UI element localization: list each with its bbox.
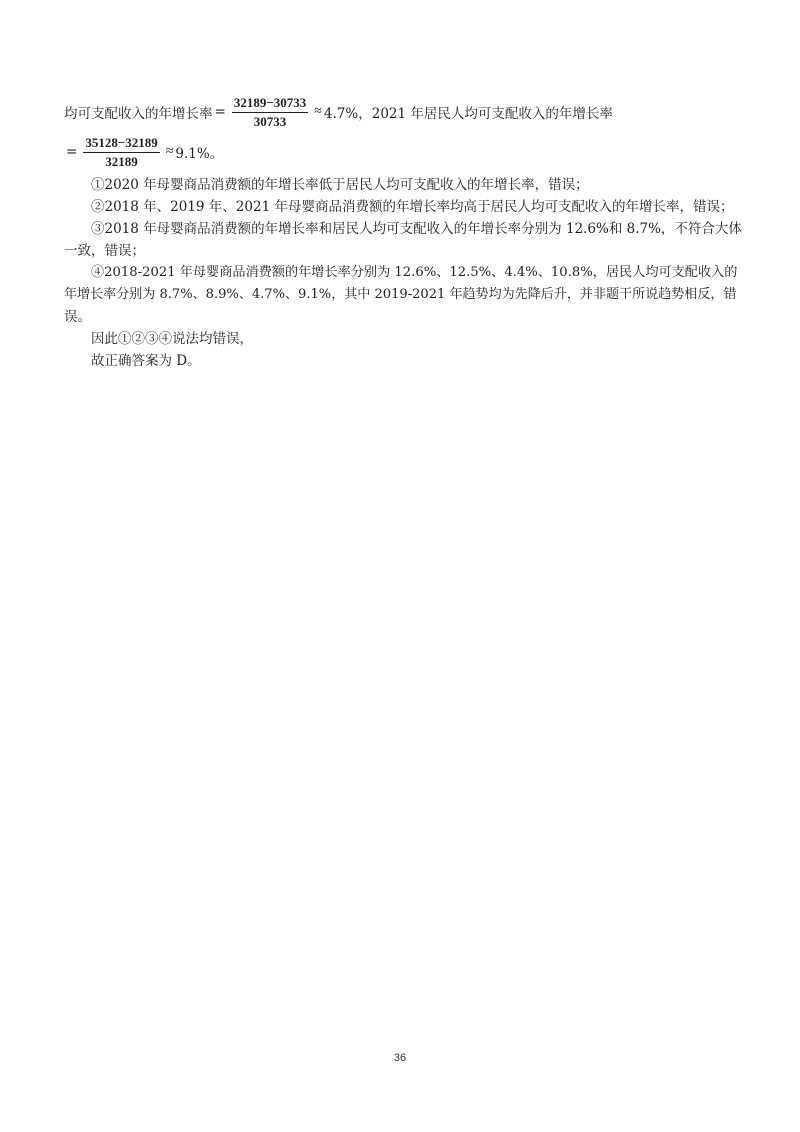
- approx-sign: ≈: [165, 144, 174, 159]
- paragraph-1: ①2020 年母婴商品消费额的年增长率低于居民人均可支配收入的年增长率，错误；: [91, 177, 589, 193]
- formula-1-prefix: 均可支配收入的年增长率: [64, 106, 213, 122]
- formula-1-suffix: 2021 年居民人均可支配收入的年增长率: [371, 106, 613, 122]
- paragraph-6: 故正确答案为 D。: [91, 353, 201, 369]
- equals-sign: =: [66, 144, 78, 160]
- fraction-1: [232, 95, 308, 130]
- paragraph-3-line-1: ③2018 年母婴商品消费额的年增长率和居民人均可支配收入的年增长率分别为 12.6%和 8.7%，不符合大体: [91, 221, 742, 237]
- fraction-2: [83, 135, 159, 170]
- fraction-2-numerator: 35128−32189: [83, 135, 159, 153]
- paragraph-4-line-2: 年增长率分别为 8.7%、8.9%、4.7%、9.1%，其中 2019-2021 年趋势均为先降后升，并非题干所说趋势相反，错: [64, 287, 737, 302]
- page-number: 36: [393, 1052, 407, 1064]
- equals-sign: =: [214, 104, 226, 120]
- formula-line-1: [64, 92, 744, 132]
- paragraph-4-line-3: 误。: [64, 309, 91, 325]
- paragraph-4-line-1: ④2018-2021 年母婴商品消费额的年增长率分别为 12.6%、12.5%、4.4%、10.8%，居民人均可支配收入的: [91, 265, 738, 280]
- paragraph-3-line-2: 一致，错误；: [64, 243, 145, 259]
- formula-1-result: 4.7%，: [323, 106, 372, 122]
- formula-2-result: 9.1%。: [175, 146, 224, 162]
- paragraph-2: ②2018 年、2019 年、2021 年母婴商品消费额的年增长率均高于居民人均可支配收入的年增长率，错误；: [91, 199, 734, 215]
- approx-sign: ≈: [314, 104, 322, 119]
- fraction-1-denominator: 30733: [253, 113, 287, 129]
- fraction-1-numerator: 32189−30733: [232, 95, 308, 113]
- document-body: [64, 92, 744, 372]
- formula-line-2: [64, 132, 744, 172]
- fraction-2-denominator: 32189: [105, 153, 138, 169]
- paragraph-5: 因此①②③④说法均错误，: [91, 331, 253, 347]
